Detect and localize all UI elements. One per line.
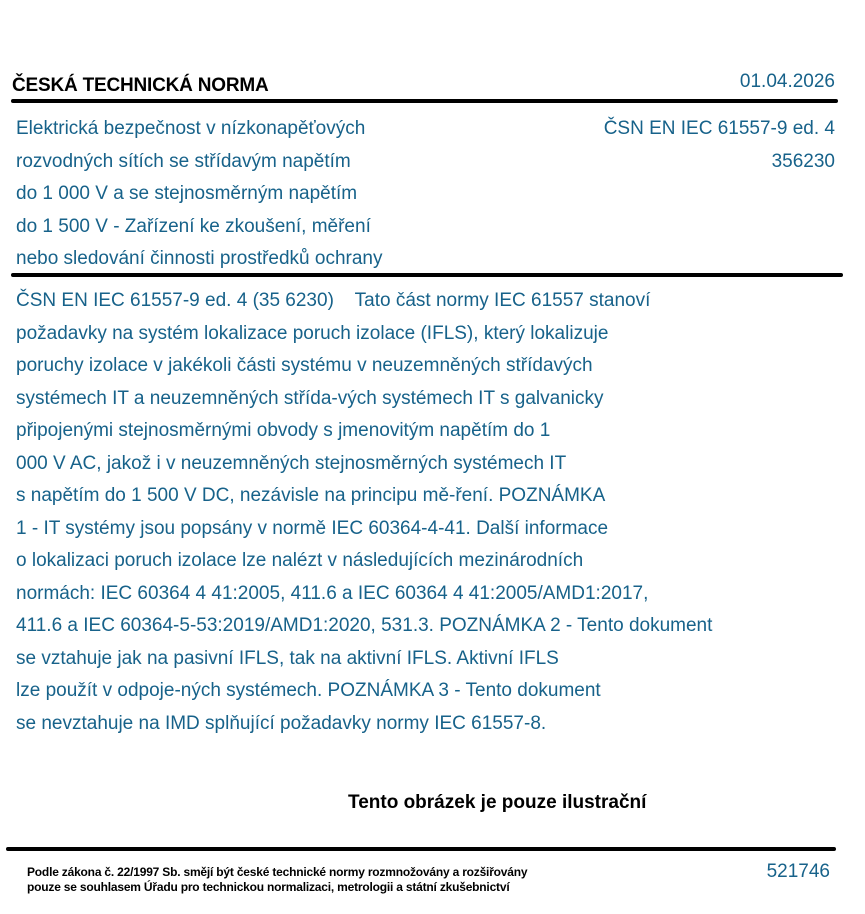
document-title (16, 113, 383, 276)
body-line: 000 V AC, jakož i v neuzemněných stejnosměrných systémech IT (16, 452, 567, 474)
publication-date: 01.04.2026 (739, 71, 835, 92)
title-line: do 1 000 V a se stejnosměrným napětím (16, 183, 358, 204)
body-line: připojenými stejnosměrnými obvody s jmenovitým napětím do 1 (16, 420, 551, 441)
body-line: lze použít v odpoje-ných systémech. POZNÁMKA 3 - Tento dokument (16, 680, 601, 701)
body-line: požadavky na systém lokalizace poruch izolace (IFLS), který lokalizuje (16, 322, 609, 344)
body-line: s napětím do 1 500 V DC, nezávisle na principu mě-ření. POZNÁMKA (16, 485, 606, 506)
abstract-text (16, 285, 712, 740)
title-line: nebo sledování činnosti prostředků ochrany (16, 248, 383, 269)
title-line: rozvodných sítích se střídavým napětím (16, 150, 351, 172)
standard-info (604, 113, 835, 178)
standard-number: ČSN EN IEC 61557-9 ed. 4 (603, 118, 835, 139)
body-line: se vztahuje jak na pasivní IFLS, tak na aktivní IFLS. Aktivní IFLS (16, 647, 559, 669)
body-line: poruchy izolace v jakékoli části systému v neuzemněných střídavých (16, 355, 593, 376)
illustration-note: Tento obrázek je pouze ilustrační (348, 792, 647, 813)
title-line: Elektrická bezpečnost v nízkonapěťových (16, 118, 366, 139)
document-id: 521746 (766, 861, 830, 882)
body-line: 1 - IT systémy jsou popsány v normě IEC 60364-4-41. Další informace (16, 517, 609, 539)
footer-divider (6, 847, 836, 851)
title-line: do 1 500 V - Zařízení ke zkoušení, měření (16, 215, 371, 237)
body-line: systémech IT a neuzemněných střída-vých systémech IT s galvanicky (16, 387, 604, 409)
body-line: o lokalizaci poruch izolace lze nalézt v následujících mezinárodních (16, 550, 584, 571)
body-line: se nevztahuje na IMD splňující požadavky normy IEC 61557-8. (16, 712, 547, 734)
body-line: 411.6 a IEC 60364-5-53:2019/AMD1:2020, 531.3. POZNÁMKA 2 - Tento dokument (16, 615, 713, 636)
legal-line: pouze se souhlasem Úřadu pro technickou normalizaci, metrologii a státní zkušebnictví (27, 880, 510, 894)
legal-notice (27, 865, 527, 895)
legal-line: Podle zákona č. 22/1997 Sb. smějí být české technické normy rozmnožovány a rozšiřovány (27, 865, 528, 879)
body-line: ČSN EN IEC 61557-9 ed. 4 (35 6230) Tato část normy IEC 61557 stanoví (16, 290, 651, 311)
header-divider (11, 99, 838, 103)
body-line: normách: IEC 60364 4 41:2005, 411.6 a IEC 60364 4 41:2005/AMD1:2017, (16, 582, 649, 604)
classification-code: 356230 (771, 150, 835, 172)
header-title: ČESKÁ TECHNICKÁ NORMA (12, 75, 269, 96)
title-divider (11, 273, 843, 277)
